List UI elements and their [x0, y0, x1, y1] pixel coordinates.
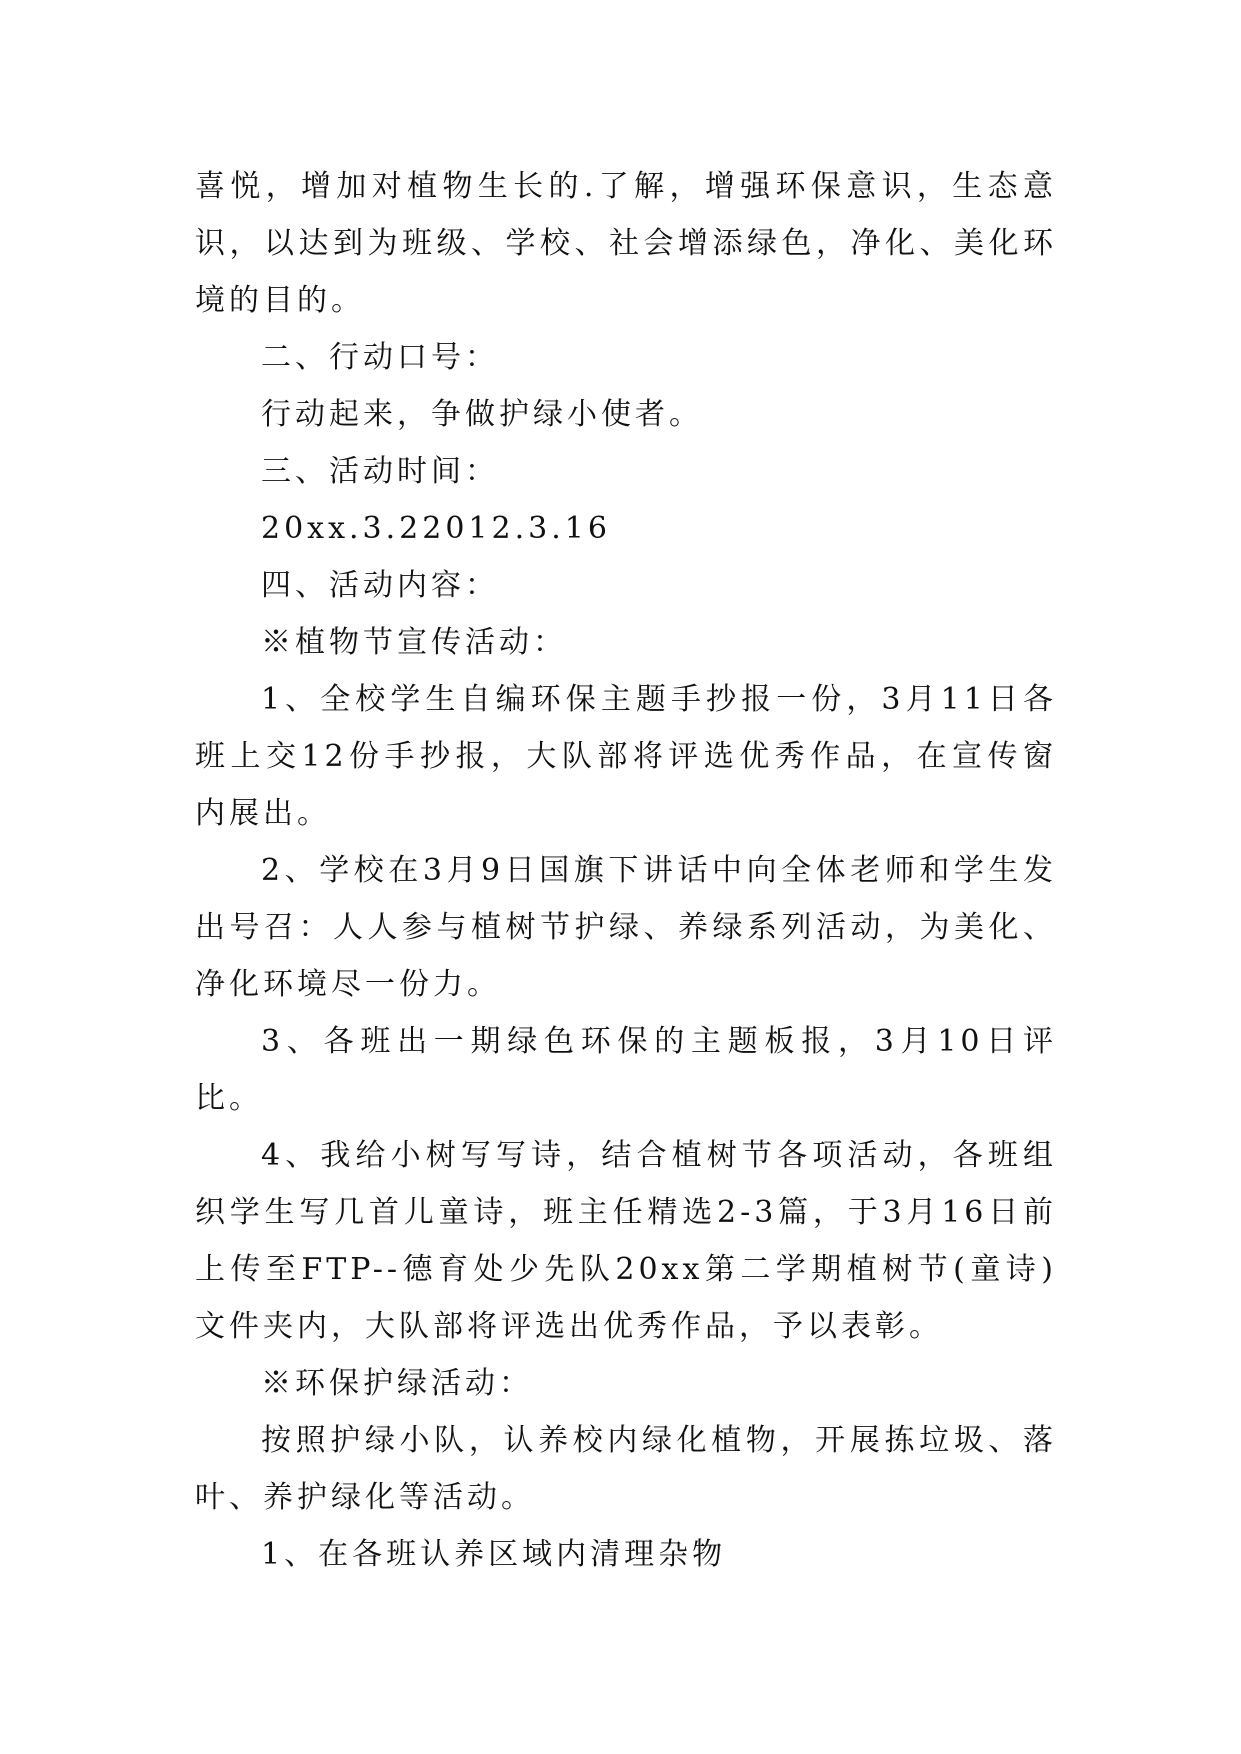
list-item-2: 2、学校在3月9日国旗下讲话中向全体老师和学生发出号召：人人参与植树节护绿、养绿系列活动，为美化、净化环境尽一份力。 [195, 853, 1057, 1002]
paragraph-goal-continuation: 喜悦，增加对植物生长的.了解，增强环保意识，生态意识，以达到为班级、学校、社会增添绿色，净化、美化环境的目的。 [195, 169, 1057, 318]
paragraph-green-protection: 按照护绿小队，认养校内绿化植物，开展拣垃圾、落叶、养护绿化等活动。 [195, 1423, 1057, 1515]
list-item-1: 1、全校学生自编环保主题手抄报一份，3月11日各班上交12份手抄报，大队部将评选优秀作品，在宣传窗内展出。 [195, 682, 1057, 831]
heading-action-slogan: 二、行动口号： [261, 340, 499, 375]
list-item-3: 3、各班出一期绿色环保的主题板报，3月10日评比。 [195, 1024, 1057, 1116]
paragraph-activity-time: 20xx.3.22012.3.16 [261, 511, 611, 546]
subheading-green-protection-activity: ※环保护绿活动： [261, 1366, 533, 1401]
document-body [195, 158, 1057, 1583]
subheading-publicity-activity: ※植物节宣传活动： [261, 625, 567, 660]
list-item-4: 4、我给小树写写诗，结合植树节各项活动，各班组织学生写几首儿童诗，班主任精选2-3篇，于3月16日前上传至FTP--德育处少先队20xx第二学期植树节(童诗)文件夹内，大队部将评选出优秀作品，予以表彰。 [195, 1138, 1057, 1344]
paragraph-slogan: 行动起来，争做护绿小使者。 [261, 397, 703, 432]
list-item-cleanup-1: 1、在各班认养区域内清理杂物 [261, 1537, 727, 1572]
heading-activity-time: 三、活动时间： [261, 454, 499, 489]
heading-activity-content: 四、活动内容： [261, 568, 499, 603]
